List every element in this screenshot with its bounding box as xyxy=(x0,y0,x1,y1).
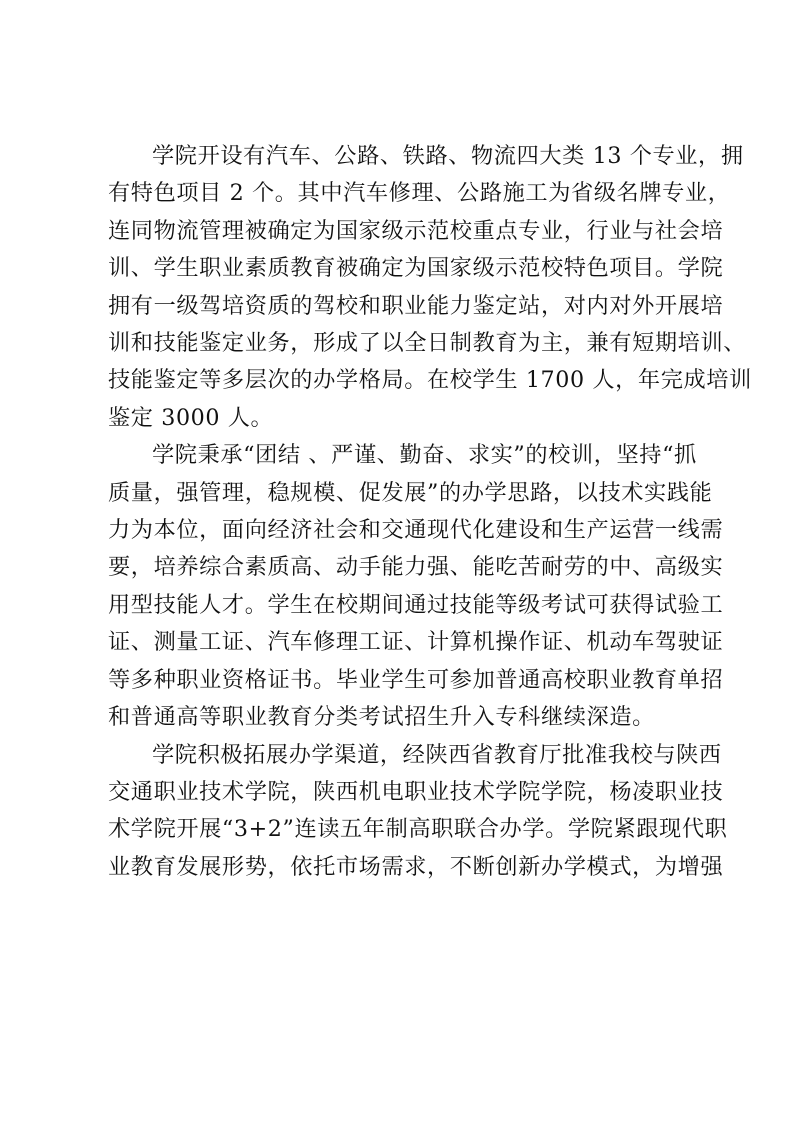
text-line: 和普通高等职业教育分类考试招生升入专科继续深造。 xyxy=(108,704,655,731)
text-line: 力为本位，面向经济社会和交通现代化建设和生产运营一线需 xyxy=(108,517,724,544)
paragraph-3 xyxy=(108,737,728,887)
text-line: 质量，强管理，稳规模、促发展”的办学思路，以技术实践能 xyxy=(108,479,713,506)
paragraph-1 xyxy=(108,138,752,437)
text-line: 连同物流管理被确定为国家级示范校重点专业，行业与社会培 xyxy=(108,217,724,244)
text-line: 证、测量工证、汽车修理工证、计算机操作证、机动车驾驶证 xyxy=(108,629,724,656)
text-line: 学院秉承“团结 、严谨、勤奋、求实”的校训，坚持“抓 xyxy=(152,442,697,469)
text-line: 技能鉴定等多层次的办学格局。在校学生 1700 人，年完成培训 xyxy=(108,367,752,394)
text-line: 训和技能鉴定业务，形成了以全日制教育为主，兼有短期培训、 xyxy=(108,330,747,357)
text-line: 术学院开展“3+2”连读五年制高职联合办学。学院紧跟现代职 xyxy=(108,816,728,843)
text-line: 学院开设有汽车、公路、铁路、物流四大类 13 个专业，拥 xyxy=(152,143,744,169)
text-line: 学院积极拓展办学渠道，经陕西省教育厅批准我校与陕西 xyxy=(152,741,722,768)
text-line: 有特色项目 2 个。其中汽车修理、公路施工为省级名牌专业， xyxy=(108,180,731,207)
text-line: 训、学生职业素质教育被确定为国家级示范校特色项目。学院 xyxy=(108,255,724,282)
text-line: 鉴定 3000 人。 xyxy=(108,404,274,431)
text-line: 要，培养综合素质高、动手能力强、能吃苦耐劳的中、高级实 xyxy=(108,554,724,581)
text-line: 交通职业技术学院，陕西机电职业技术学院学院，杨凌职业技 xyxy=(108,778,724,805)
paragraph-2 xyxy=(108,437,724,736)
text-line: 拥有一级驾培资质的驾校和职业能力鉴定站，对内对外开展培 xyxy=(108,292,724,319)
document-body xyxy=(108,138,752,886)
text-line: 用型技能人才。学生在校期间通过技能等级考试可获得试验工 xyxy=(108,591,724,618)
text-line: 等多种职业资格证书。毕业学生可参加普通高校职业教育单招 xyxy=(108,666,724,693)
text-line: 业教育发展形势，依托市场需求，不断创新办学模式，为增强 xyxy=(108,853,724,880)
